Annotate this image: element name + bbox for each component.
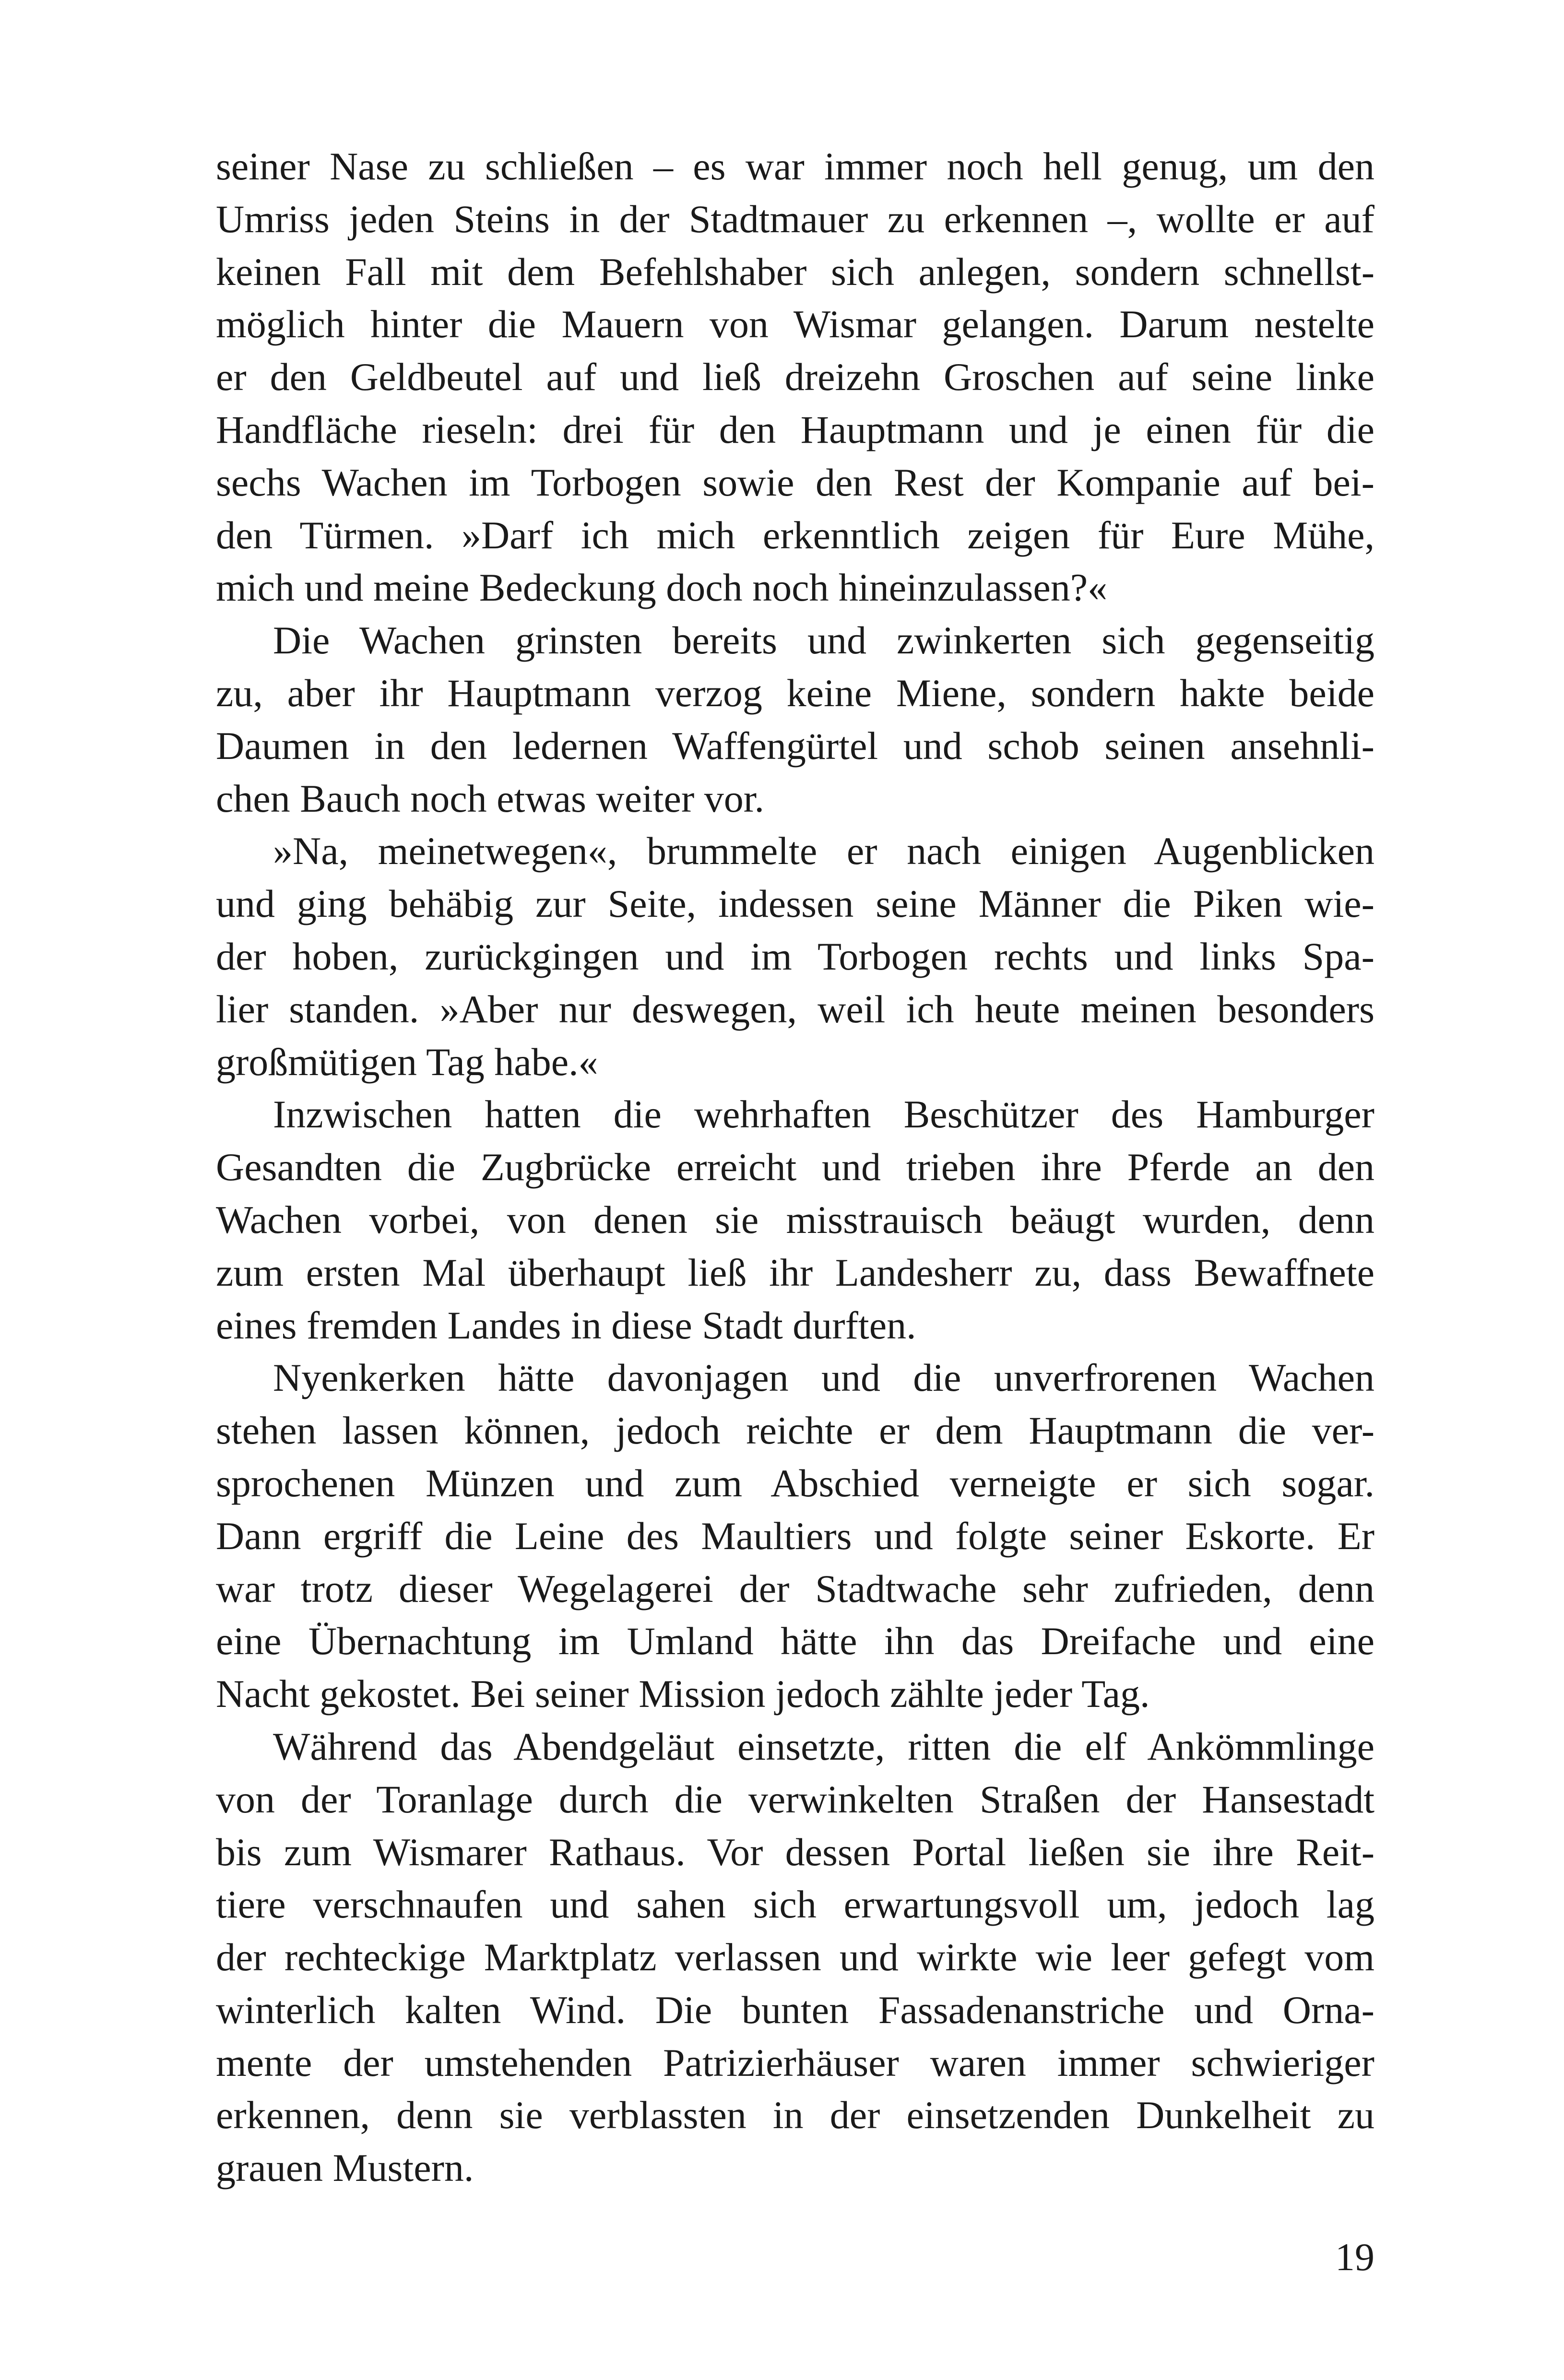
text-line: sprochenen Münzen und zum Abschied verneigte er sich sogar. [216,1461,1374,1505]
text-line: er den Geldbeutel auf und ließ dreizehn Groschen auf seine linke [216,355,1374,399]
text-line: Nacht gekostet. Bei seiner Mission jedoch zählte jeder Tag. [216,1672,1150,1716]
text-line: Während das Abendgeläut einsetzte, ritten die elf Ankömmlinge [273,1724,1374,1768]
text-line: tiere verschnaufen und sahen sich erwartungsvoll um, jedoch lag [216,1883,1374,1927]
text-line: möglich hinter die Mauern von Wismar gelangen. Darum nestelte [216,302,1374,346]
text-line: der hoben, zurückgingen und im Torbogen rechts und links Spa- [216,934,1374,978]
text-line: chen Bauch noch etwas weiter vor. [216,776,765,820]
text-line: den Türmen. »Darf ich mich erkenntlich zeigen für Eure Mühe, [216,513,1374,557]
text-line: zum ersten Mal überhaupt ließ ihr Landesherr zu, dass Bewaffnete [216,1250,1374,1294]
text-line: bis zum Wismarer Rathaus. Vor dessen Portal ließen sie ihre Reit- [216,1830,1374,1874]
text-line: war trotz dieser Wegelagerei der Stadtwache sehr zufrieden, denn [216,1566,1374,1610]
text-line: Die Wachen grinsten bereits und zwinkerten sich gegenseitig [273,618,1374,663]
text-line: mich und meine Bedeckung doch noch hineinzulassen?« [216,566,1108,610]
text-line: zu, aber ihr Hauptmann verzog keine Miene, sondern hakte beide [216,671,1374,715]
text-line: Nyenkerken hätte davonjagen und die unverfrorenen Wachen [273,1356,1374,1400]
text-line: sechs Wachen im Torbogen sowie den Rest der Kompanie auf bei- [216,460,1374,504]
text-line: Inzwischen hatten die wehrhaften Beschützer des Hamburger [273,1092,1374,1137]
text-line: Umriss jeden Steins in der Stadtmauer zu erkennen –, wollte er auf [216,197,1374,241]
text-line: »Na, meinetwegen«, brummelte er nach einigen Augenblicken [273,829,1374,873]
text-line: Dann ergriff die Leine des Maultiers und folgte seiner Eskorte. Er [216,1514,1374,1558]
text-line: winterlich kalten Wind. Die bunten Fassadenanstriche und Orna- [216,1988,1374,2032]
text-line: Handfläche rieseln: drei für den Hauptmann und je einen für die [216,407,1374,451]
paragraph [216,1088,1374,1351]
text-line: und ging behäbig zur Seite, indessen seine Männer die Piken wie- [216,882,1374,926]
text-line: keinen Fall mit dem Befehlshaber sich anlegen, sondern schnellst- [216,249,1374,294]
text-line: eine Übernachtung im Umland hätte ihn das Dreifache und eine [216,1619,1374,1663]
text-line: der rechteckige Marktplatz verlassen und wirkte wie leer gefegt vom [216,1935,1374,1979]
page-number: 19 [1335,2235,1374,2279]
paragraph [216,825,1374,1088]
text-line: von der Toranlage durch die verwinkelten Straßen der Hansestadt [216,1777,1374,1821]
body-text [216,140,1374,2194]
text-line: grauen Mustern. [216,2146,474,2190]
paragraph [216,1720,1374,2194]
text-line: mente der umstehenden Patrizierhäuser waren immer schwieriger [216,2040,1374,2084]
text-line: lier standen. »Aber nur deswegen, weil ich heute meinen besonders [216,987,1374,1031]
text-line: erkennen, denn sie verblassten in der einsetzenden Dunkelheit zu [216,2093,1374,2137]
paragraph [216,140,1374,614]
paragraph [216,1351,1374,1720]
text-line: großmütigen Tag habe.« [216,1040,598,1084]
text-line: seiner Nase zu schließen – es war immer noch hell genug, um den [216,144,1374,188]
paragraph [216,614,1374,825]
text-line: stehen lassen können, jedoch reichte er dem Hauptmann die ver- [216,1409,1374,1453]
text-line: Wachen vorbei, von denen sie misstrauisch beäugt wurden, denn [216,1197,1374,1242]
text-line: eines fremden Landes in diese Stadt durften. [216,1303,916,1347]
text-line: Daumen in den ledernen Waffengürtel und schob seinen ansehnli- [216,723,1374,768]
text-line: Gesandten die Zugbrücke erreicht und trieben ihre Pferde an den [216,1145,1374,1189]
